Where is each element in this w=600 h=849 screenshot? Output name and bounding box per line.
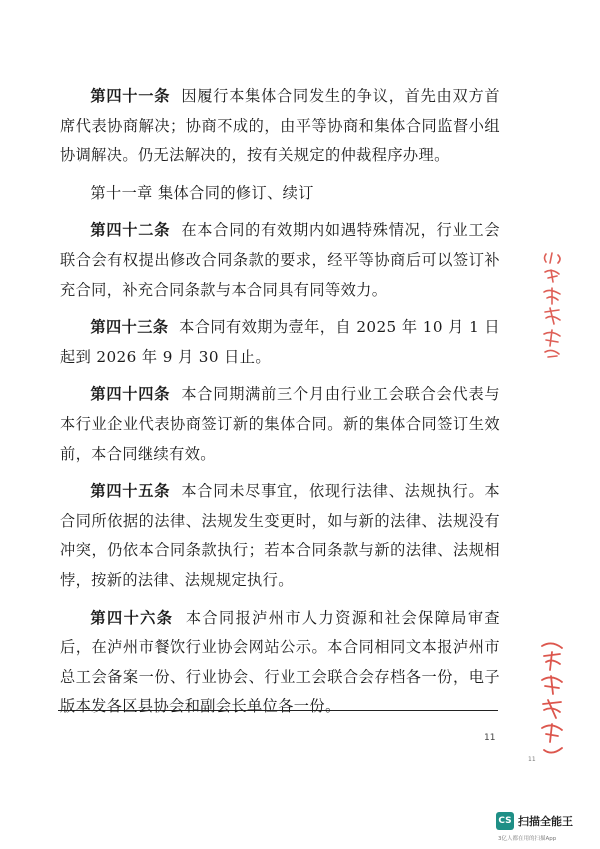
scanner-logo: CS	[496, 812, 514, 830]
document-body	[60, 82, 500, 730]
scanner-name: 扫描全能王	[518, 815, 573, 828]
clause-44-text: 本合同期满前三个月由行业工会联合会代表与本行业企业代表协商签订新的集体合同。新的集体合同签订生效前，本合同继续有效。	[60, 385, 501, 463]
clause-45-text: 本合同未尽事宜，依现行法律、法规执行。本合同所依据的法律、法规发生变更时，如与新的法律、法规没有冲突，仍依本合同条款执行；若本合同条款与新的法律、法规相悖，按新的法律、法规规定执行。	[60, 482, 501, 589]
scanner-tagline: 3亿人都在用的扫描App	[498, 836, 557, 842]
clause-41-number: 第四十一条	[90, 87, 171, 105]
clause-44-number: 第四十四条	[90, 385, 171, 404]
seam-seal-upper	[540, 250, 566, 360]
page-number: 11	[484, 733, 496, 743]
clause-46-text: 本合同报泸州市人力资源和社会保障局审查后，在泸州市餐饮行业协会网站公示。本合同相同文本报泸州市总工会备案一份、行业协会、行业工会联合会存档各一份，电子版本发各区县协会和副会长单位各一份。	[60, 608, 500, 716]
seam-seal-lower	[536, 640, 568, 758]
clause-44	[60, 380, 500, 469]
clause-42-number: 第四十二条	[90, 221, 171, 240]
clause-41-text: 因履行本集体合同发生的争议，首先由双方首席代表协商解决；协商不成的，由平等协商和集体合同监督小组协调解决。仍无法解决的，按有关规定的仲裁程序办理。	[60, 87, 501, 165]
clause-46	[60, 604, 500, 722]
clause-42-text: 在本合同的有效期内如遇特殊情况，行业工会联合会有权提出修改合同条款的要求，经平等协商后可以签订补充合同，补充合同条款与本合同具有同等效力。	[60, 221, 501, 299]
chapter-11-heading	[60, 179, 500, 209]
clause-45-number: 第四十五条	[90, 482, 171, 501]
clause-46-number: 第四十六条	[90, 608, 174, 627]
footer-rule	[58, 710, 498, 711]
clause-42	[60, 216, 500, 305]
clause-43-text: 本合同有效期为壹年，自 2025 年 10 月 1 日起到 2026 年 9 月 30 日止。	[60, 318, 500, 366]
chapter-11-title: 第十一章 集体合同的修订、续订	[90, 183, 314, 202]
scanner-watermark	[496, 812, 596, 846]
seam-page-number: 11	[528, 756, 536, 763]
clause-43-number: 第四十三条	[90, 318, 169, 337]
clause-45	[60, 477, 500, 595]
clause-41	[60, 82, 500, 171]
clause-43	[60, 313, 500, 372]
